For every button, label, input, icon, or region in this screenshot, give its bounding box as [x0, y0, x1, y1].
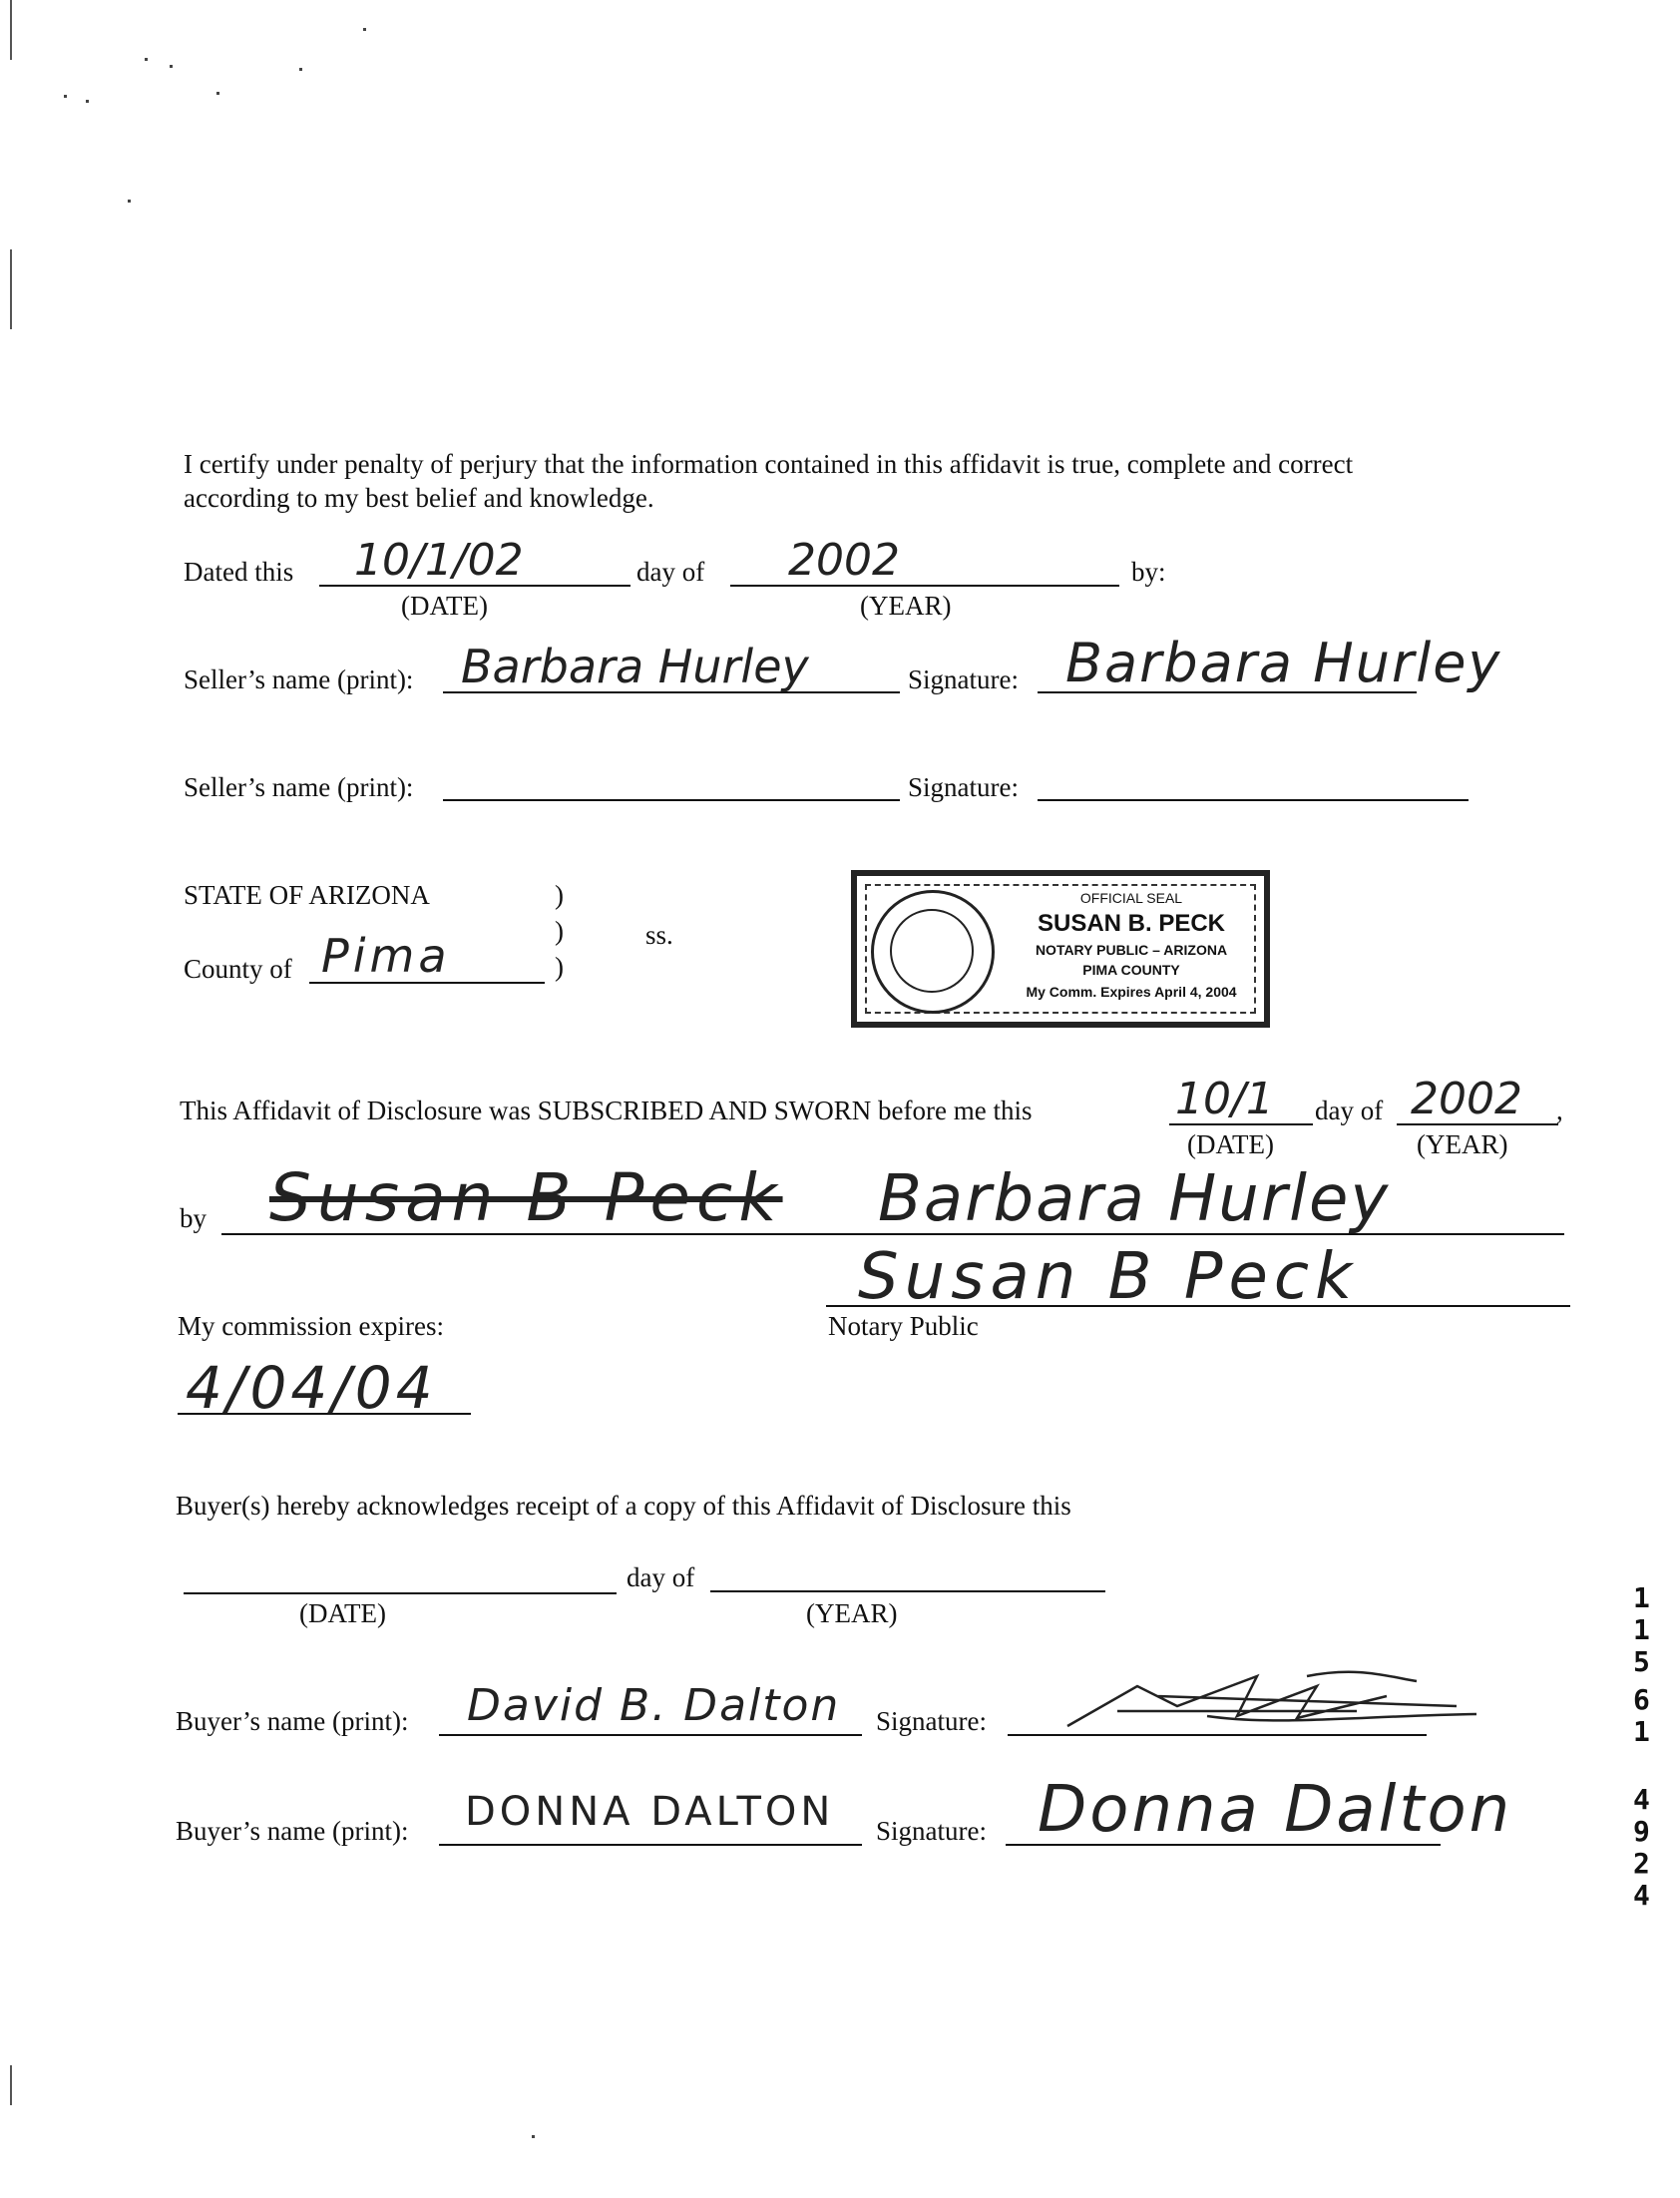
buyer1-name-value: David B. Dalton [467, 1680, 841, 1731]
buyer-ack-year-caption: (YEAR) [806, 1598, 898, 1628]
scan-speck [299, 68, 302, 71]
seller2-signature-label: Signature: [908, 772, 1019, 802]
dated-by-label: by: [1131, 557, 1166, 587]
notary-public-caption: Notary Public [828, 1311, 979, 1341]
scan-edge-mark [10, 0, 12, 60]
sworn-day-of-label: day of [1315, 1096, 1384, 1125]
seal-official-seal: OFFICIAL SEAL [1079, 890, 1183, 906]
buyer1-name-line [439, 1734, 862, 1736]
side-stamp-char: 6 [1633, 1683, 1650, 1716]
buyer2-signature-value: Donna Dalton [1038, 1773, 1513, 1847]
scan-speck [170, 65, 173, 68]
side-stamp-char: 1 [1633, 1715, 1650, 1748]
side-stamp-char: 2 [1633, 1847, 1650, 1880]
scan-speck [216, 92, 219, 95]
venue-paren-2: ) [555, 916, 564, 946]
buyer-ack-statement: Buyer(s) hereby acknowledges receipt of a copy of this Affidavit of Disclosure this [176, 1491, 1071, 1521]
side-stamp-char: 9 [1633, 1815, 1650, 1848]
seller2-name-label: Seller’s name (print): [184, 772, 414, 802]
scan-edge-mark [10, 2065, 12, 2105]
side-stamp-char: 4 [1633, 1783, 1650, 1816]
scan-speck [145, 58, 148, 61]
side-stamp-char: 1 [1633, 1581, 1650, 1614]
scan-speck [128, 200, 131, 203]
scan-edge-mark [10, 249, 12, 329]
dated-year-value: 2002 [788, 535, 900, 586]
side-stamp-char: 5 [1633, 1645, 1650, 1678]
sworn-by-value: Barbara Hurley [878, 1162, 1391, 1236]
county-value: Pima [321, 929, 451, 983]
certification-line-1: I certify under penalty of perjury that the information contained in this affidavit is true, complete and correct [184, 449, 1354, 479]
side-stamp-char: 4 [1633, 1879, 1650, 1912]
buyer2-name-value: DONNA DALTON [465, 1789, 835, 1835]
dated-label: Dated this [184, 557, 294, 587]
seal-county: PIMA COUNTY [1082, 962, 1180, 978]
state-seal-inner-ring [890, 909, 974, 993]
sworn-date-caption: (DATE) [1187, 1129, 1274, 1159]
scan-speck [532, 2135, 535, 2138]
buyer1-signature-label: Signature: [876, 1706, 987, 1736]
buyer2-name-label: Buyer’s name (print): [176, 1816, 409, 1846]
dated-date-caption: (DATE) [401, 591, 488, 621]
side-stamp-char: 1 [1633, 1613, 1650, 1646]
buyer2-name-line [439, 1844, 862, 1846]
dated-day-of-label: day of [636, 557, 705, 587]
state-seal-icon [871, 890, 995, 1014]
seal-notary-name: SUSAN B. PECK [1037, 910, 1226, 937]
sworn-year-caption: (YEAR) [1417, 1129, 1508, 1159]
seller1-name-value: Barbara Hurley [461, 640, 809, 693]
scan-speck [86, 100, 89, 103]
sworn-by-label: by [180, 1203, 207, 1233]
buyer-ack-year-line [710, 1590, 1105, 1592]
notary-seal-stamp [851, 870, 1270, 1028]
venue-paren-3: ) [555, 952, 564, 982]
seller1-name-label: Seller’s name (print): [184, 664, 414, 694]
seller1-signature-value: Barbara Hurley [1065, 632, 1502, 694]
sworn-date-value: 10/1 [1175, 1074, 1274, 1124]
scan-speck [64, 95, 67, 98]
seal-expiration: My Comm. Expires April 4, 2004 [1026, 984, 1237, 1000]
county-label: County of [184, 954, 292, 984]
seller2-name-line [443, 799, 900, 801]
buyer-ack-day-of-label: day of [627, 1562, 695, 1592]
scan-speck [363, 28, 366, 31]
buyer-ack-date-line [184, 1592, 617, 1594]
state-label: STATE OF ARIZONA [184, 880, 430, 910]
sworn-year-value: 2002 [1411, 1074, 1522, 1124]
buyer2-signature-label: Signature: [876, 1816, 987, 1846]
sworn-comma: , [1556, 1096, 1563, 1125]
dated-year-caption: (YEAR) [860, 591, 952, 621]
sworn-by-struck-value: Susan B Peck [269, 1159, 783, 1236]
buyer-ack-date-caption: (DATE) [299, 1598, 386, 1628]
venue-paren-1: ) [555, 880, 564, 910]
buyer1-signature-scribble [1057, 1656, 1496, 1746]
buyer1-name-label: Buyer’s name (print): [176, 1706, 409, 1736]
notary-signature-value: Susan B Peck [858, 1240, 1359, 1314]
venue-ss: ss. [645, 920, 673, 950]
seller1-signature-label: Signature: [908, 664, 1019, 694]
dated-date-value: 10/1/02 [354, 535, 524, 586]
commission-label: My commission expires: [178, 1311, 444, 1341]
sworn-statement: This Affidavit of Disclosure was SUBSCRIBED AND SWORN before me this [180, 1096, 1033, 1125]
seller2-signature-line [1038, 799, 1469, 801]
seal-notary-title: NOTARY PUBLIC – ARIZONA [1035, 942, 1228, 958]
certification-line-2: according to my best belief and knowledge. [184, 483, 654, 513]
commission-value: 4/04/04 [186, 1354, 437, 1422]
